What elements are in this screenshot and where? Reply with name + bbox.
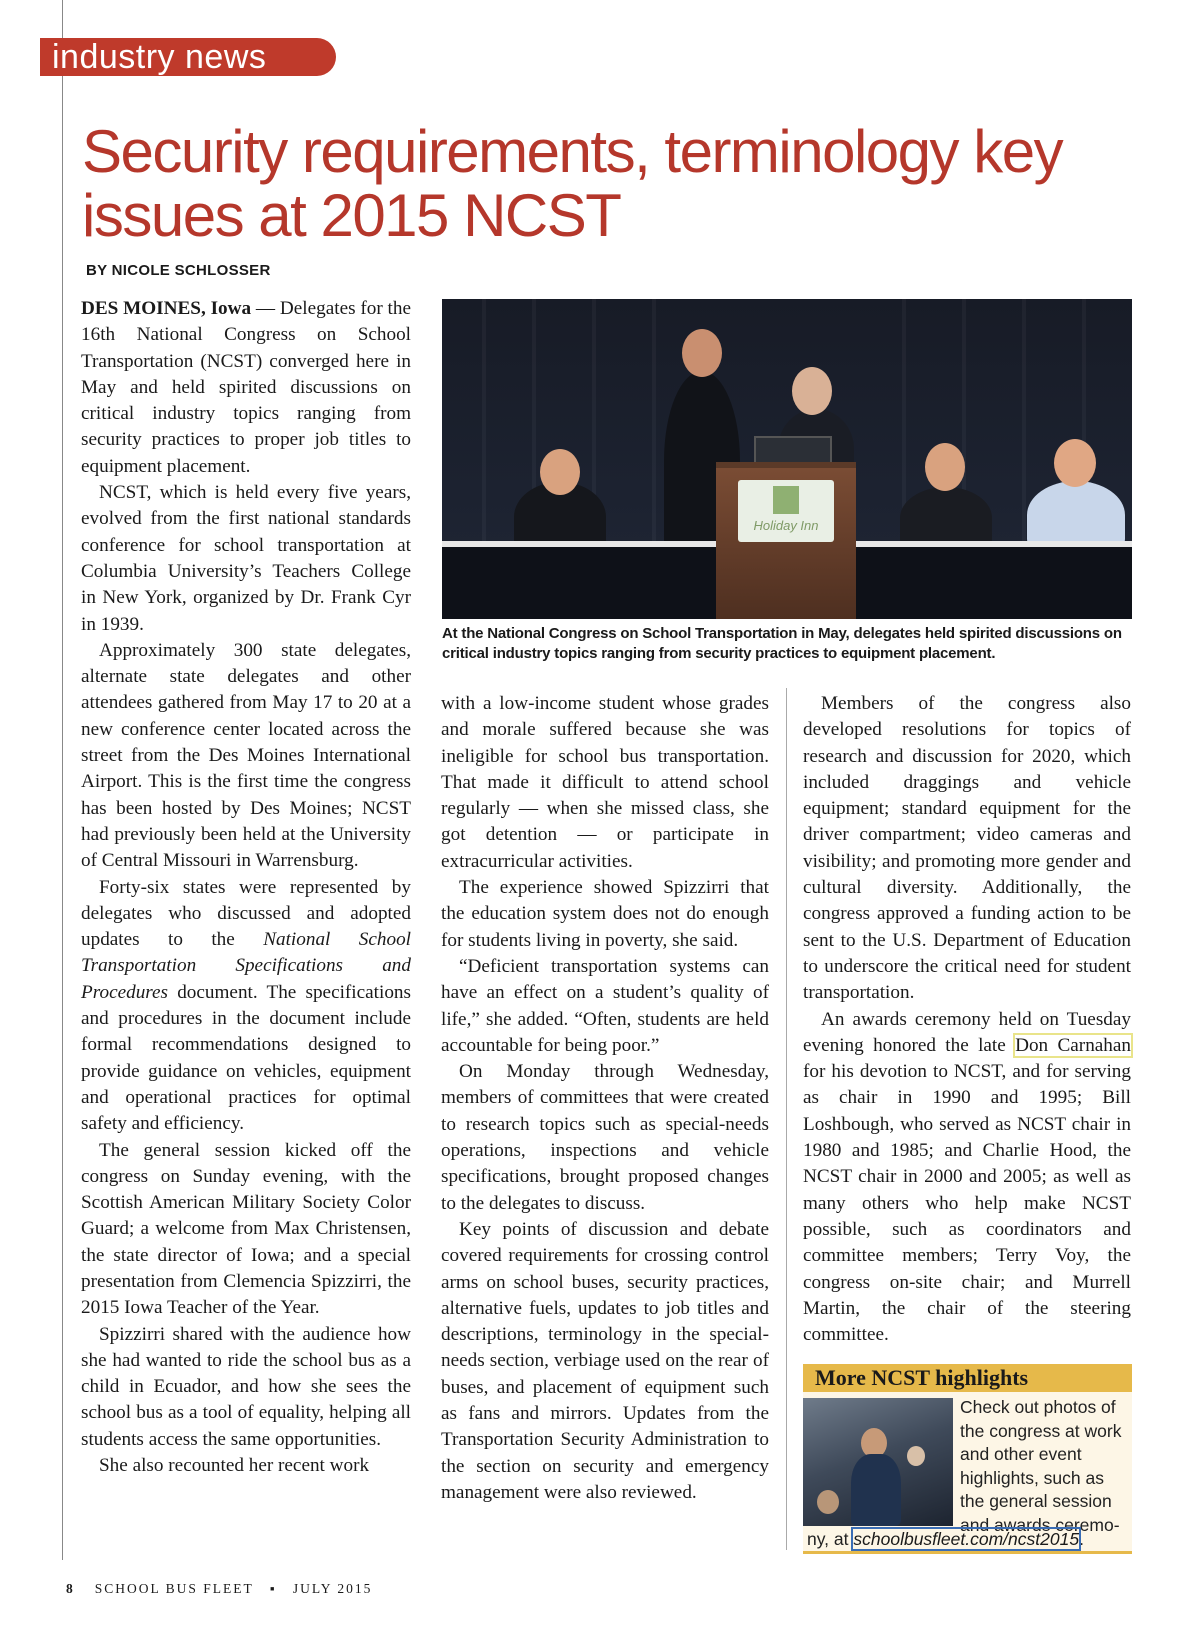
column-divider: [786, 688, 787, 1550]
dateline: DES MOINES, Iowa: [81, 298, 252, 319]
byline: BY NICOLE SCHLOSSER: [86, 262, 271, 279]
highlighted-name[interactable]: Don Carnahan: [1015, 1034, 1132, 1056]
paragraph: DES MOINES, Iowa — Delegates for the 16th National Congress on School Transportation (NCST) converged here in May and held spirited discussions on critical industry topics ranging from security practices to proper job titles to equipment placement.: [81, 298, 411, 477]
page-footer: [66, 1581, 372, 1597]
paragraph: Forty-six states were represented by delegates who discussed and adopted updates to the National School Transportation Specifications and Procedures document. The specifications and procedures in the document include formal recommendations designed to provide guidance on vehicles, equipment and operational practices for optimal safety and efficiency.: [81, 876, 411, 1135]
footer-separator: ▪: [269, 1581, 277, 1596]
document-title: National School Transportation Specifications and Procedures: [81, 929, 411, 1003]
conference-photo: [442, 299, 1132, 619]
paragraph: Members of the congress also developed resolutions for topics of research and discussion for 2020, which included draggings and vehicle equipment; standard equipment for the driver compartment; video cameras and visibility; and promoting more gender and cultural diversity. Additionally, the congress approved a funding action to be sent to the U.S. Department of Education to underscore the critical need for student transportation.: [803, 693, 1131, 1004]
photo-caption: At the National Congress on School Transportation in May, delegates held spirited discussions on critical industry topics ranging from security practices to equipment placement.: [442, 625, 1122, 662]
publication-name: SCHOOL BUS FLEET: [94, 1581, 254, 1596]
issue-date: JULY 2015: [292, 1581, 373, 1596]
paragraph: Approximately 300 state delegates, alternate state delegates and other attendees gathered from May 17 to 20 at a new conference center located across the street from the Des Moines International Airport. This is the first time the congress has been hosted by Des Moines; NCST had previously been held at the University of Central Missouri in Warrensburg.: [81, 639, 411, 872]
paragraph: An awards ceremony held on Tuesday evening honored the late Don Carnahan for his devotion to NCST, and for serving as chair in 1990 and 1995; Bill Loshbough, who served as NCST chair in 1980 and 1985; and Charlie Hood, the NCST chair in 2000 and 2005; as well as many others who help make NCST possible, such as coordinators and committee members; Terry Voy, the congress on-site chair; and Murrell Martin, the chair of the steering committee.: [803, 1008, 1132, 1346]
highlights-box-title: More NCST highlights: [803, 1364, 1132, 1392]
paragraph: On Monday through Wednesday, members of committees that were created to research topics such as special-needs operations, inspections and vehicle specifications, brought proposed changes to the delegates to discuss.: [441, 1061, 769, 1214]
article-column-3: [803, 691, 1131, 1348]
article-column-2: [441, 691, 769, 1506]
paragraph: Key points of discussion and debate covered requirements for crossing control arms on school buses, security practices, alternative fuels, updates to job titles and descriptions, terminology in the special-needs section, verbiage used on the rear of buses, and placement of equipment such as fans and mirrors. Updates from the Transportation Security Administration to the section on security and emergency management were also reviewed.: [441, 1218, 769, 1503]
paragraph: The experience showed Spizzirri that the education system does not do enough for students living in poverty, she said.: [441, 877, 769, 951]
highlights-text-tail: ny, at schoolbusfleet.com/ncst2015.: [807, 1529, 1084, 1549]
highlights-thumbnail: [803, 1398, 953, 1526]
section-tag: industry news: [40, 38, 336, 76]
page-number: 8: [66, 1581, 73, 1596]
ncst2015-link[interactable]: schoolbusfleet.com/ncst2015: [853, 1529, 1080, 1549]
paragraph: She also recounted her recent work: [99, 1455, 370, 1477]
left-margin-rule: [62, 0, 63, 1560]
headline: Security requirements, terminology key issues at 2015 NCST: [82, 118, 1063, 249]
paragraph: “Deficient transportation systems can have an effect on a student’s quality of life,” she added. “Often, students are held accountable for being poor.”: [441, 955, 769, 1056]
article-column-1: [81, 296, 411, 1479]
highlights-text: Check out photos of the congress at work and other event highlights, such as the general session and awards ceremo-: [960, 1397, 1122, 1535]
paragraph: with a low-income student whose grades and morale suffered because she was ineligible for school bus transportation. That made it difficult to attend school regularly — when she missed class, she got detention — or participate in extracurricular activities.: [441, 693, 769, 872]
holiday-inn-logo: Holiday Inn: [738, 480, 834, 542]
paragraph: The general session kicked off the congress on Sunday evening, with the Scottish American Military Society Color Guard; a welcome from Max Christensen, the state director of Iowa; and a special presentation from Clemencia Spizzirri, the 2015 Iowa Teacher of the Year.: [81, 1139, 411, 1319]
highlights-box: [803, 1392, 1132, 1554]
podium: [716, 462, 856, 619]
paragraph: NCST, which is held every five years, evolved from the first national standards conference for school transportation at Columbia University’s Teachers College in New York, organized by Dr. Frank Cyr in 1939.: [81, 482, 411, 635]
paragraph: Spizzirri shared with the audience how she had wanted to ride the school bus as a child in Ecuador, and how she sees the school bus as a tool of equality, helping all students access the same opportunities.: [81, 1323, 411, 1450]
